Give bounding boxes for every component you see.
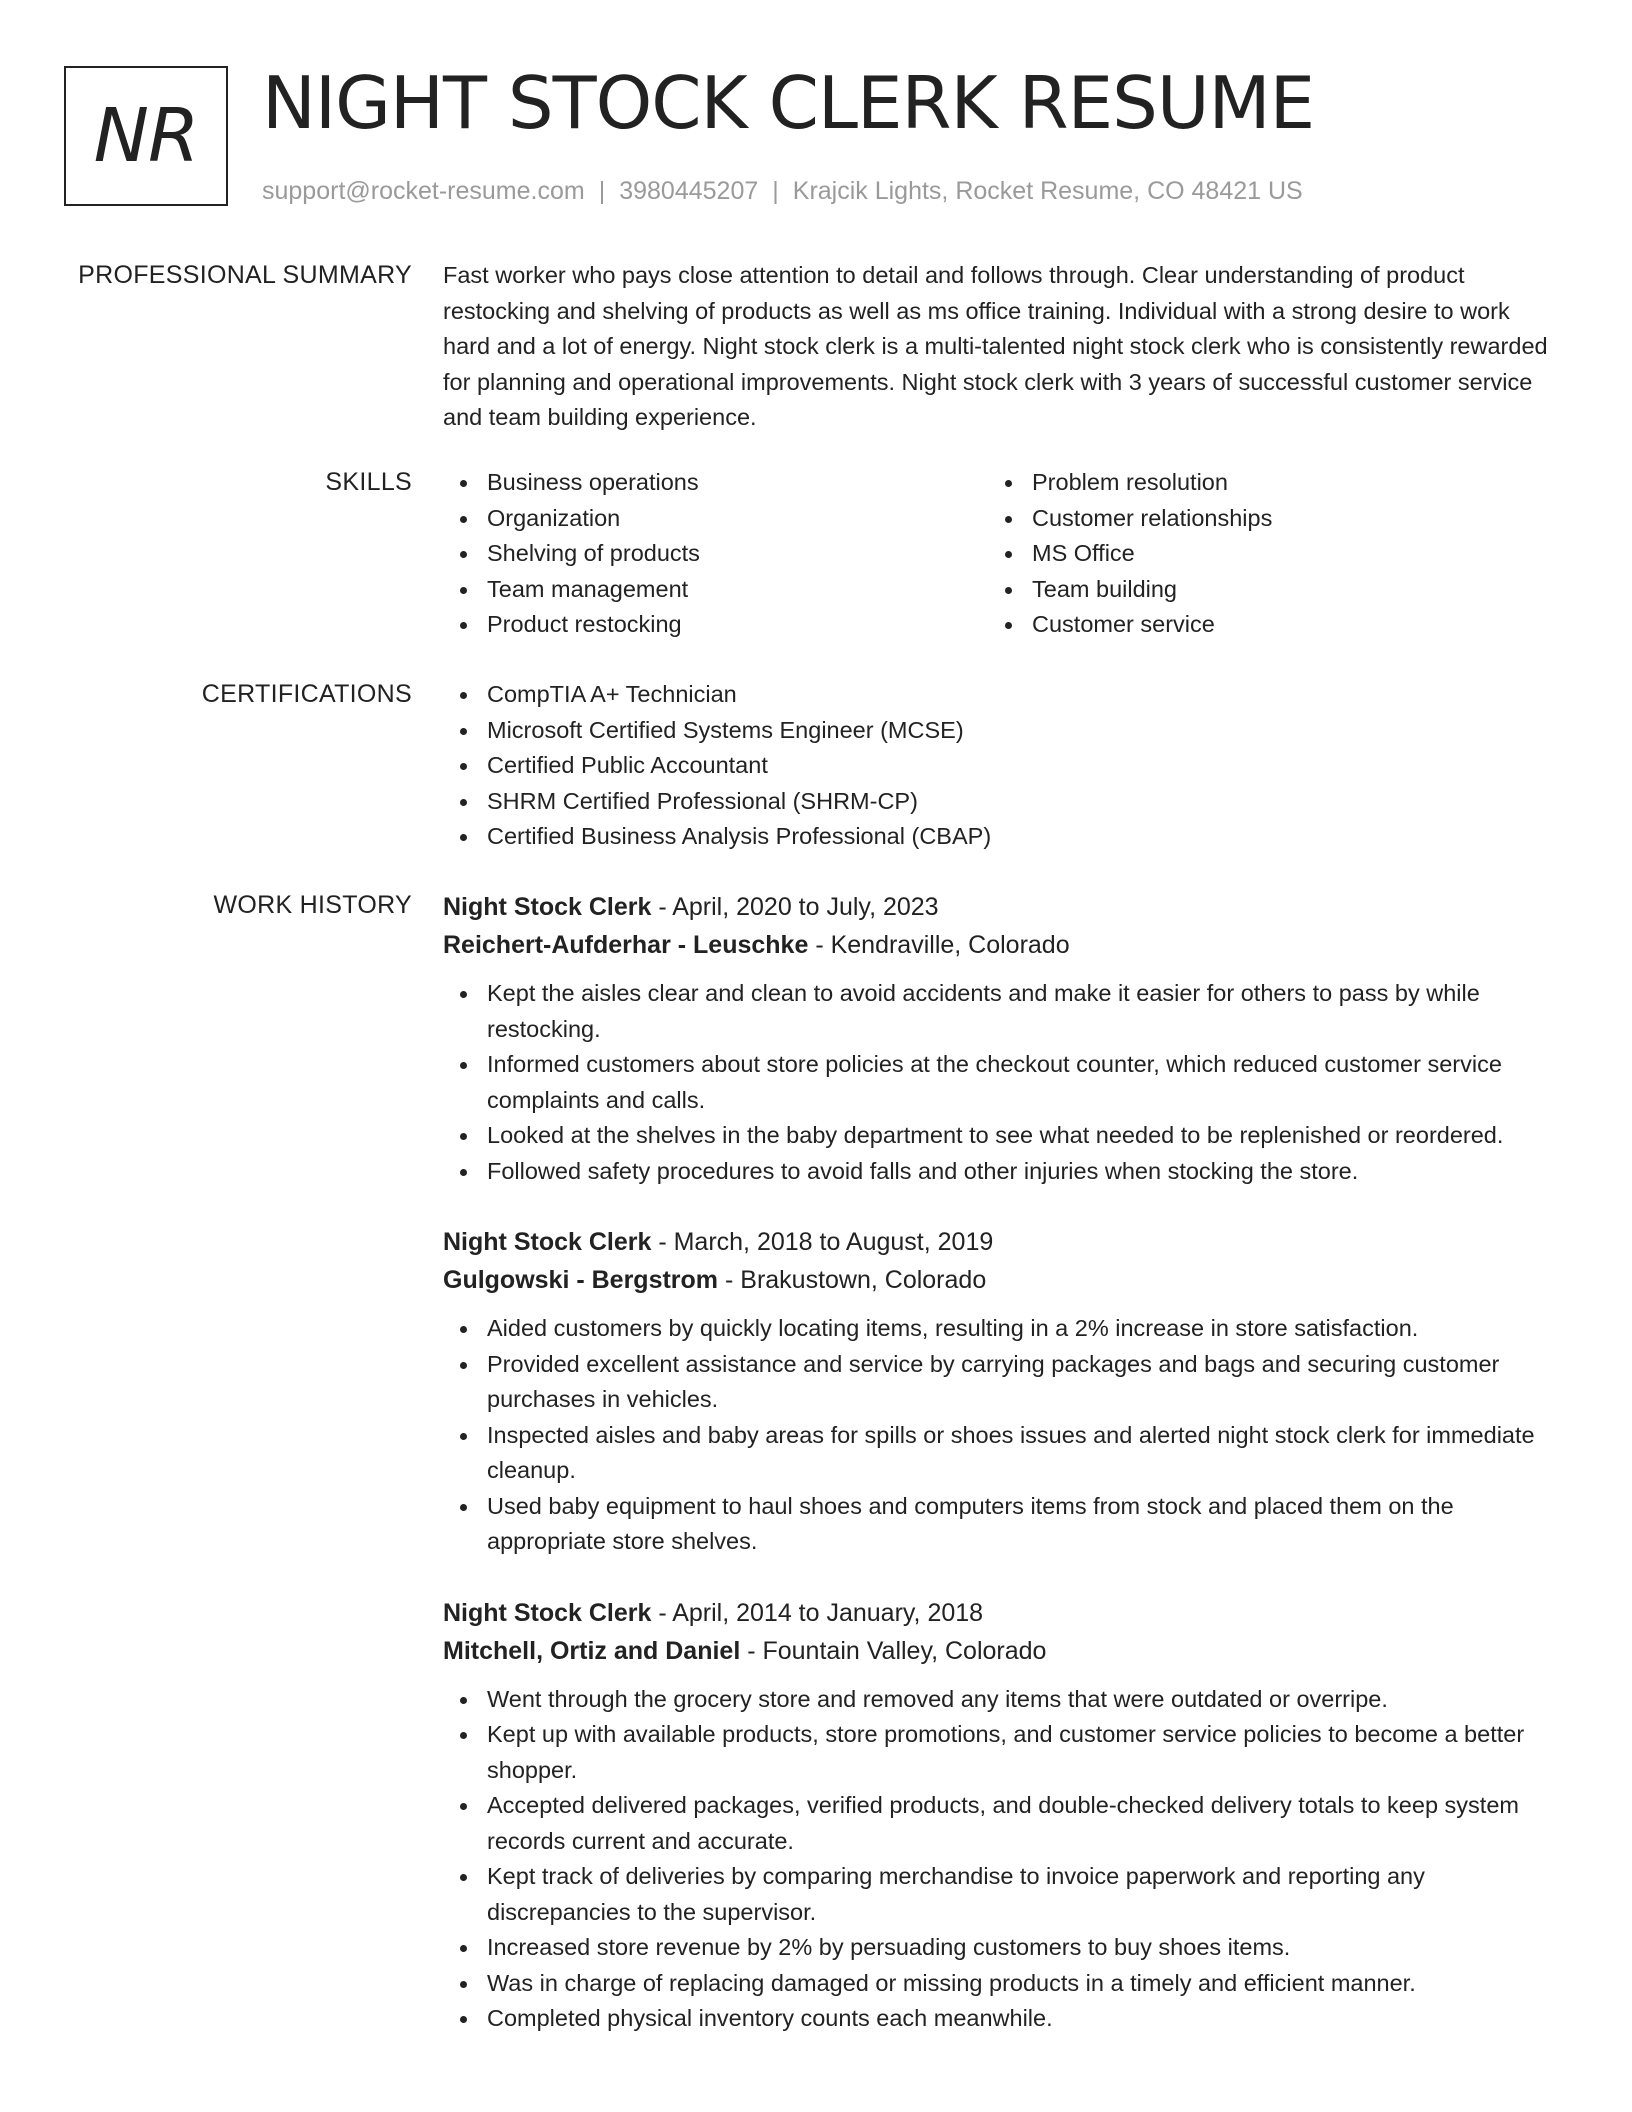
job-dates: - March, 2018 to August, 2019 (651, 1228, 994, 1256)
job-duty-item: Followed safety procedures to avoid falls and other injuries when stocking the store. (443, 1154, 1553, 1190)
skills-heading: SKILLS (325, 468, 412, 496)
job-duty-item: Completed physical inventory counts each meanwhile. (443, 2001, 1553, 2037)
job-duty-item: Provided excellent assistance and service by carrying packages and bags and securing customer purchases in vehicles. (443, 1347, 1553, 1418)
work-history-body (443, 888, 1553, 2071)
job-location: - Fountain Valley, Colorado (740, 1636, 1047, 1665)
job-entry (443, 888, 1553, 1189)
skill-item: Team building (988, 572, 1533, 608)
job-duties (443, 1682, 1553, 2037)
certification-item: Certified Public Accountant (443, 748, 1553, 784)
job-duty-item: Used baby equipment to haul shoes and computers items from stock and placed them on the appropriate store shelves. (443, 1489, 1553, 1560)
skills-grid (443, 465, 1553, 643)
job-title-line (443, 888, 1553, 926)
certifications-heading: CERTIFICATIONS (201, 680, 412, 708)
skill-item: Team management (443, 572, 988, 608)
skills-column-left (443, 465, 988, 643)
job-duty-item: Accepted delivered packages, verified products, and double-checked delivery totals to keep system records current and accurate. (443, 1788, 1553, 1859)
skill-item: Business operations (443, 465, 988, 501)
skill-item: Customer relationships (988, 501, 1533, 537)
job-dates: - April, 2014 to January, 2018 (651, 1598, 984, 1627)
skills-column-right (988, 465, 1533, 643)
job-duty-item: Kept up with available products, store promotions, and customer service policies to become a better shopper. (443, 1717, 1553, 1788)
job-duties (443, 1311, 1553, 1560)
certification-item: Certified Business Analysis Professional (CBAP) (443, 819, 1553, 855)
skill-item: Problem resolution (988, 465, 1533, 501)
skill-item: Shelving of products (443, 536, 988, 572)
job-title: Night Stock Clerk (443, 1598, 652, 1627)
job-duty-item: Looked at the shelves in the baby department to see what needed to be replenished or reordered. (443, 1118, 1553, 1154)
job-duty-item: Kept the aisles clear and clean to avoid accidents and make it easier for others to pass by while restocking. (443, 976, 1553, 1047)
resume-title: NIGHT STOCK CLERK RESUME (262, 61, 1315, 145)
certification-item: CompTIA A+ Technician (443, 677, 1553, 713)
certifications-list (443, 677, 1553, 855)
summary-heading: PROFESSIONAL SUMMARY (78, 261, 412, 289)
job-duty-item: Kept track of deliveries by comparing merchandise to invoice paperwork and reporting any discrepancies to the supervisor. (443, 1859, 1553, 1930)
job-entry (443, 1594, 1553, 2037)
job-duty-item: Informed customers about store policies at the checkout counter, which reduced customer service complaints and calls. (443, 1047, 1553, 1118)
job-entry (443, 1223, 1553, 1560)
skill-item: MS Office (988, 536, 1533, 572)
contact-separator: | (598, 177, 606, 205)
job-duty-item: Went through the grocery store and removed any items that were outdated or overripe. (443, 1682, 1553, 1718)
monogram-logo: NR (64, 66, 228, 206)
certification-item: Microsoft Certified Systems Engineer (MCSE) (443, 713, 1553, 749)
work-history-heading: WORK HISTORY (213, 891, 412, 919)
job-location: - Brakustown, Colorado (718, 1266, 987, 1294)
job-dates: - April, 2020 to July, 2023 (651, 893, 939, 921)
skill-item: Customer service (988, 607, 1533, 643)
contact-email: support@rocket-resume.com (262, 177, 585, 205)
job-title: Night Stock Clerk (443, 1228, 652, 1256)
skill-item: Organization (443, 501, 988, 537)
contact-line (262, 174, 1303, 208)
job-title: Night Stock Clerk (443, 893, 652, 921)
job-company: Reichert-Aufderhar - Leuschke (443, 931, 809, 959)
job-company-line (443, 1632, 1553, 1670)
job-company: Gulgowski - Bergstrom (443, 1266, 719, 1294)
job-duty-item: Aided customers by quickly locating items, resulting in a 2% increase in store satisfaction. (443, 1311, 1553, 1347)
contact-address: Krajcik Lights, Rocket Resume, CO 48421 US (792, 177, 1303, 205)
job-title-line (443, 1223, 1553, 1261)
contact-phone: 3980445207 (619, 177, 759, 205)
job-duty-item: Was in charge of replacing damaged or missing products in a timely and efficient manner. (443, 1966, 1553, 2002)
job-duty-item: Increased store revenue by 2% by persuading customers to buy shoes items. (443, 1930, 1553, 1966)
skill-item: Product restocking (443, 607, 988, 643)
job-duties (443, 976, 1553, 1189)
job-company: Mitchell, Ortiz and Daniel (443, 1636, 741, 1665)
job-duty-item: Inspected aisles and baby areas for spills or shoes issues and alerted night stock clerk for immediate cleanup. (443, 1418, 1553, 1489)
job-title-line (443, 1594, 1553, 1632)
summary-text: Fast worker who pays close attention to detail and follows through. Clear understanding of product restocking and shelving of products as well as ms office training. Individual with a strong desire to work hard and a lot of energy. Night stock clerk is a multi-talented night stock clerk who is consistently rewarded for planning and operational improvements. Night stock clerk with 3 years of successful customer service and team building experience. (443, 262, 1548, 430)
job-company-line (443, 926, 1553, 964)
certification-item: SHRM Certified Professional (SHRM-CP) (443, 784, 1553, 820)
job-location: - Kendraville, Colorado (808, 931, 1070, 959)
contact-separator: | (772, 177, 779, 205)
job-company-line (443, 1261, 1553, 1299)
